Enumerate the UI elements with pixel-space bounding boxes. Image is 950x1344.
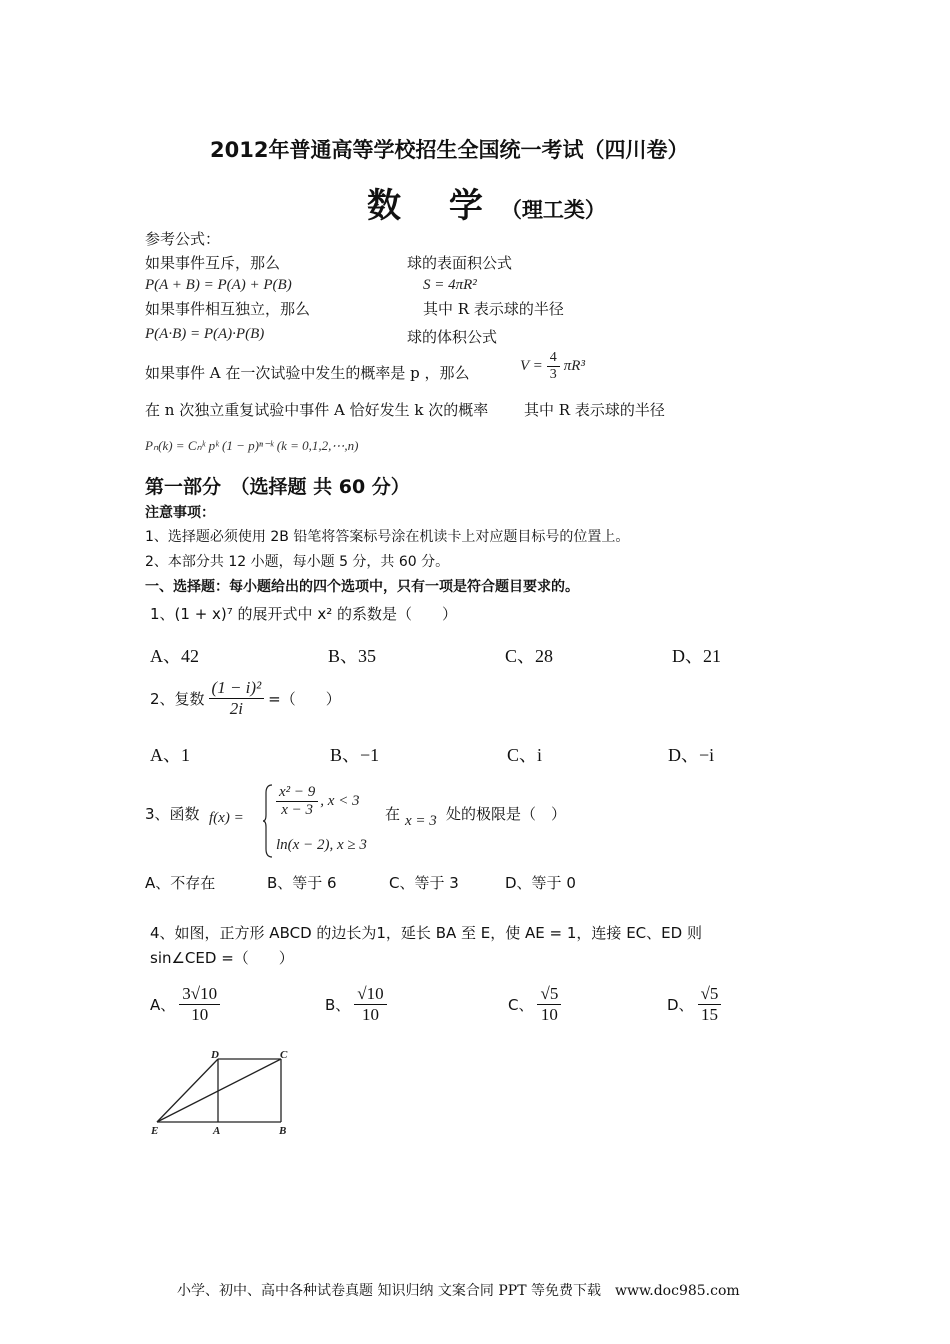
- notes-heading: 注意事项：: [145, 505, 215, 521]
- subject-name: 数 学: [367, 186, 501, 226]
- q3-mid: 在: [385, 805, 401, 823]
- q4-d-prefix: D、: [667, 996, 694, 1014]
- q4-b-num: √10: [354, 984, 386, 1005]
- q1-option-b: B、35: [328, 646, 377, 666]
- label-d: D: [211, 1049, 219, 1061]
- q3-option-a: A、不存在: [145, 874, 216, 892]
- volume-rhs: πR³: [563, 358, 585, 374]
- q3-case-2: ln(x − 2), x ≥ 3: [276, 837, 367, 853]
- q3-option-d: D、等于 0: [505, 874, 576, 892]
- formula-right-6: 其中 R 表示球的半径: [524, 401, 665, 419]
- q3-option-b: B、等于 6: [267, 874, 337, 892]
- label-b: B: [279, 1125, 287, 1137]
- q4-c-num: √5: [537, 984, 561, 1005]
- q4-line-2: sin∠CED =（ ）: [150, 949, 294, 967]
- q2-stem: [150, 678, 341, 719]
- q3-brace: [262, 783, 274, 859]
- q2-fraction: [209, 678, 265, 719]
- q4-c-fraction: [537, 984, 561, 1025]
- q3-case1-num: x² − 9: [276, 784, 318, 802]
- q3-prefix: 3、函数: [145, 805, 200, 823]
- q3-case1-fraction: [276, 784, 318, 819]
- q4-a-fraction: [179, 984, 220, 1025]
- q4-b-prefix: B、: [325, 996, 351, 1014]
- q4-option-d: [667, 984, 721, 1025]
- q2-prefix: 2、复数: [150, 690, 205, 708]
- q4-d-num: √5: [698, 984, 722, 1005]
- subject-note: （理工类）: [500, 198, 606, 222]
- q3-case-1: [276, 784, 360, 819]
- q3-case1-den: x − 3: [281, 802, 314, 818]
- q3-at: x = 3: [405, 813, 437, 829]
- q4-option-b: [325, 984, 387, 1025]
- formula-left-5: 如果事件 A 在一次试验中发生的概率是 p ，那么: [145, 364, 470, 382]
- q4-line-1: 4、如图，正方形 ABCD 的边长为1，延长 BA 至 E，使 AE = 1，连接 EC、ED 则: [150, 924, 702, 942]
- line-ec: [157, 1059, 281, 1122]
- volume-num: 4: [547, 350, 560, 367]
- formula-left-6: 在 n 次独立重复试验中事件 A 恰好发生 k 次的概率: [145, 401, 489, 419]
- formula-left-2: P(A + B) = P(A) + P(B): [145, 277, 292, 293]
- q1-stem: 1、(1 + x)⁷ 的展开式中 x² 的系数是（ ）: [150, 605, 457, 623]
- formula-right-4: 球的体积公式: [407, 328, 498, 346]
- q2-option-b: B、−1: [330, 745, 380, 765]
- volume-fraction: [547, 350, 560, 383]
- q2-suffix: =（ ）: [268, 690, 341, 708]
- q1-option-c: C、28: [505, 646, 554, 666]
- q4-b-den: 10: [361, 1005, 379, 1024]
- formulas-heading: 参考公式：: [145, 230, 221, 248]
- formula-left-3: 如果事件相互独立，那么: [145, 300, 311, 318]
- formula-right-2: S = 4πR²: [423, 277, 477, 293]
- q4-d-fraction: [698, 984, 722, 1025]
- q4-a-den: 10: [191, 1005, 209, 1024]
- q3-suffix: 处的极限是（ ）: [446, 805, 567, 823]
- formula-left-4: P(A·B) = P(A)·P(B): [145, 326, 265, 342]
- q4-c-prefix: C、: [508, 996, 534, 1014]
- q4-a-num: 3√10: [179, 984, 220, 1005]
- formula-left-1: 如果事件互斥，那么: [145, 254, 281, 272]
- footer-text: 小学、初中、高中各种试卷真题 知识归纳 文案合同 PPT 等免费下载 www.doc985.com: [177, 1283, 740, 1299]
- q4-option-c: [508, 984, 561, 1025]
- q4-c-den: 10: [540, 1005, 558, 1024]
- q4-option-a: [150, 984, 220, 1025]
- formula-left-7: Pₙ(k) = Cₙᵏ pᵏ (1 − p)ⁿ⁻ᵏ (k = 0,1,2,⋯,n): [145, 438, 359, 453]
- note-2: 2、本部分共 12 小题，每小题 5 分，共 60 分。: [145, 554, 450, 570]
- q4-geometry-figure: [145, 1045, 300, 1140]
- q4-a-prefix: A、: [150, 996, 176, 1014]
- q2-num: (1 − i)²: [209, 678, 265, 699]
- label-a: A: [213, 1125, 221, 1137]
- label-c: C: [280, 1049, 288, 1061]
- q2-option-a: A、1: [150, 745, 190, 765]
- formula-right-3: 其中 R 表示球的半径: [423, 300, 564, 318]
- q4-d-den: 15: [700, 1005, 718, 1024]
- q3-option-c: C、等于 3: [389, 874, 459, 892]
- volume-lhs: V =: [520, 358, 543, 374]
- q3-fx: f(x) =: [209, 810, 244, 826]
- label-e: E: [151, 1125, 159, 1137]
- line-ed: [157, 1059, 218, 1122]
- section-heading: 一、选择题：每小题给出的四个选项中，只有一项是符合题目要求的。: [145, 579, 579, 595]
- note-1: 1、选择题必须使用 2B 铅笔将答案标号涂在机读卡上对应题目标号的位置上。: [145, 529, 630, 545]
- exam-title: 2012年普通高等学校招生全国统一考试（四川卷）: [210, 138, 689, 162]
- subject-heading: [367, 178, 606, 227]
- q1-option-d: D、21: [672, 646, 721, 666]
- volume-den: 3: [549, 367, 557, 382]
- formula-right-1: 球的表面积公式: [407, 254, 513, 272]
- q2-option-d: D、−i: [668, 745, 715, 765]
- q2-option-c: C、i: [507, 745, 543, 765]
- sphere-volume-formula: [520, 350, 585, 383]
- q4-b-fraction: [354, 984, 386, 1025]
- q1-option-a: A、42: [150, 646, 199, 666]
- q3-case1-cond: , x < 3: [320, 793, 360, 809]
- part1-heading: 第一部分 （选择题 共 60 分）: [145, 476, 410, 498]
- q2-den: 2i: [229, 699, 243, 718]
